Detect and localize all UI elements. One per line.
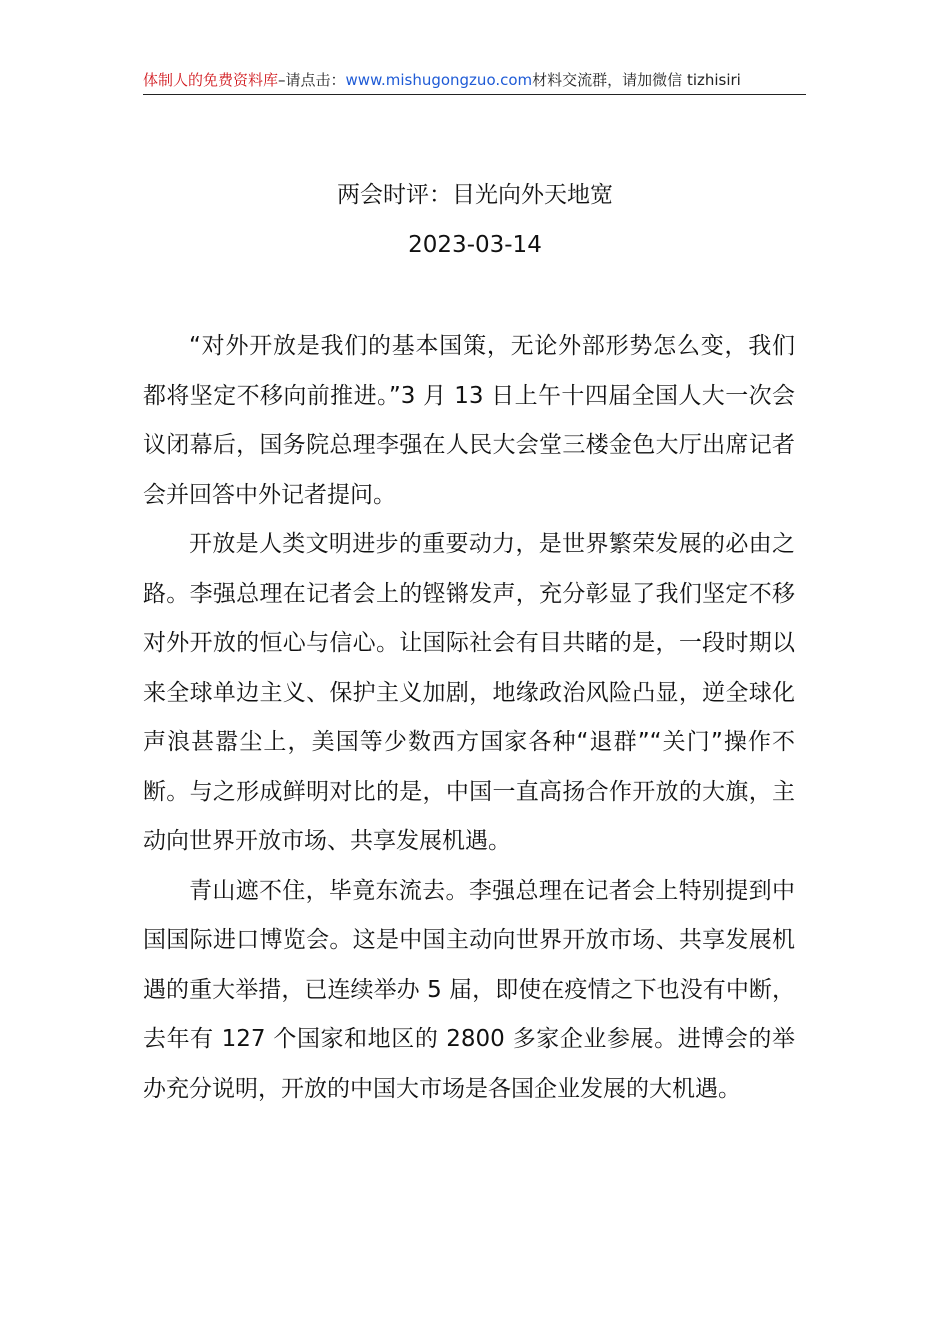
header-contact-text: 材料交流群，请加微信 tizhisiri xyxy=(532,71,741,89)
article-title: 两会时评：目光向外天地宽 xyxy=(337,182,613,208)
article-paragraph: “对外开放是我们的基本国策，无论外部形势怎么变，我们都将坚定不移向前推进。”3 月 13 日上午十四届全国人大一次会议闭幕后，国务院总理李强在人民大会堂三楼金色大厅出席记者会并回答中外记者提问。 xyxy=(143,333,795,508)
header-website-link[interactable]: www.mishugongzuo.com xyxy=(345,71,533,89)
header-prompt: –请点击： xyxy=(278,71,346,89)
page-header xyxy=(143,68,806,95)
article-paragraph: 开放是人类文明进步的重要动力，是世界繁荣发展的必由之路。李强总理在记者会上的铿锵发声，充分彰显了我们坚定不移对外开放的恒心与信心。让国际社会有目共睹的是，一段时期以来全球单边主义、保护主义加剧，地缘政治风险凸显，逆全球化声浪甚嚣尘上，美国等少数西方国家各种“退群”“关门”操作不断。与之形成鲜明对比的是，中国一直高扬合作开放的大旗，主动向世界开放市场、共享发展机遇。 xyxy=(143,531,795,854)
article-paragraph: 青山遮不住，毕竟东流去。李强总理在记者会上特别提到中国国际进口博览会。这是中国主动向世界开放市场、共享发展机遇的重大举措，已连续举办 5 届，即使在疫情之下也没有中断，去年有 127 个国家和地区的 2800 多家企业参展。进博会的举办充分说明，开放的中国大市场是各国企业发展的大机遇。 xyxy=(143,877,795,1102)
article-date: 2023-03-14 xyxy=(408,232,542,258)
article-body xyxy=(143,322,795,1114)
header-brand: 体制人的免费资料库 xyxy=(143,71,279,89)
